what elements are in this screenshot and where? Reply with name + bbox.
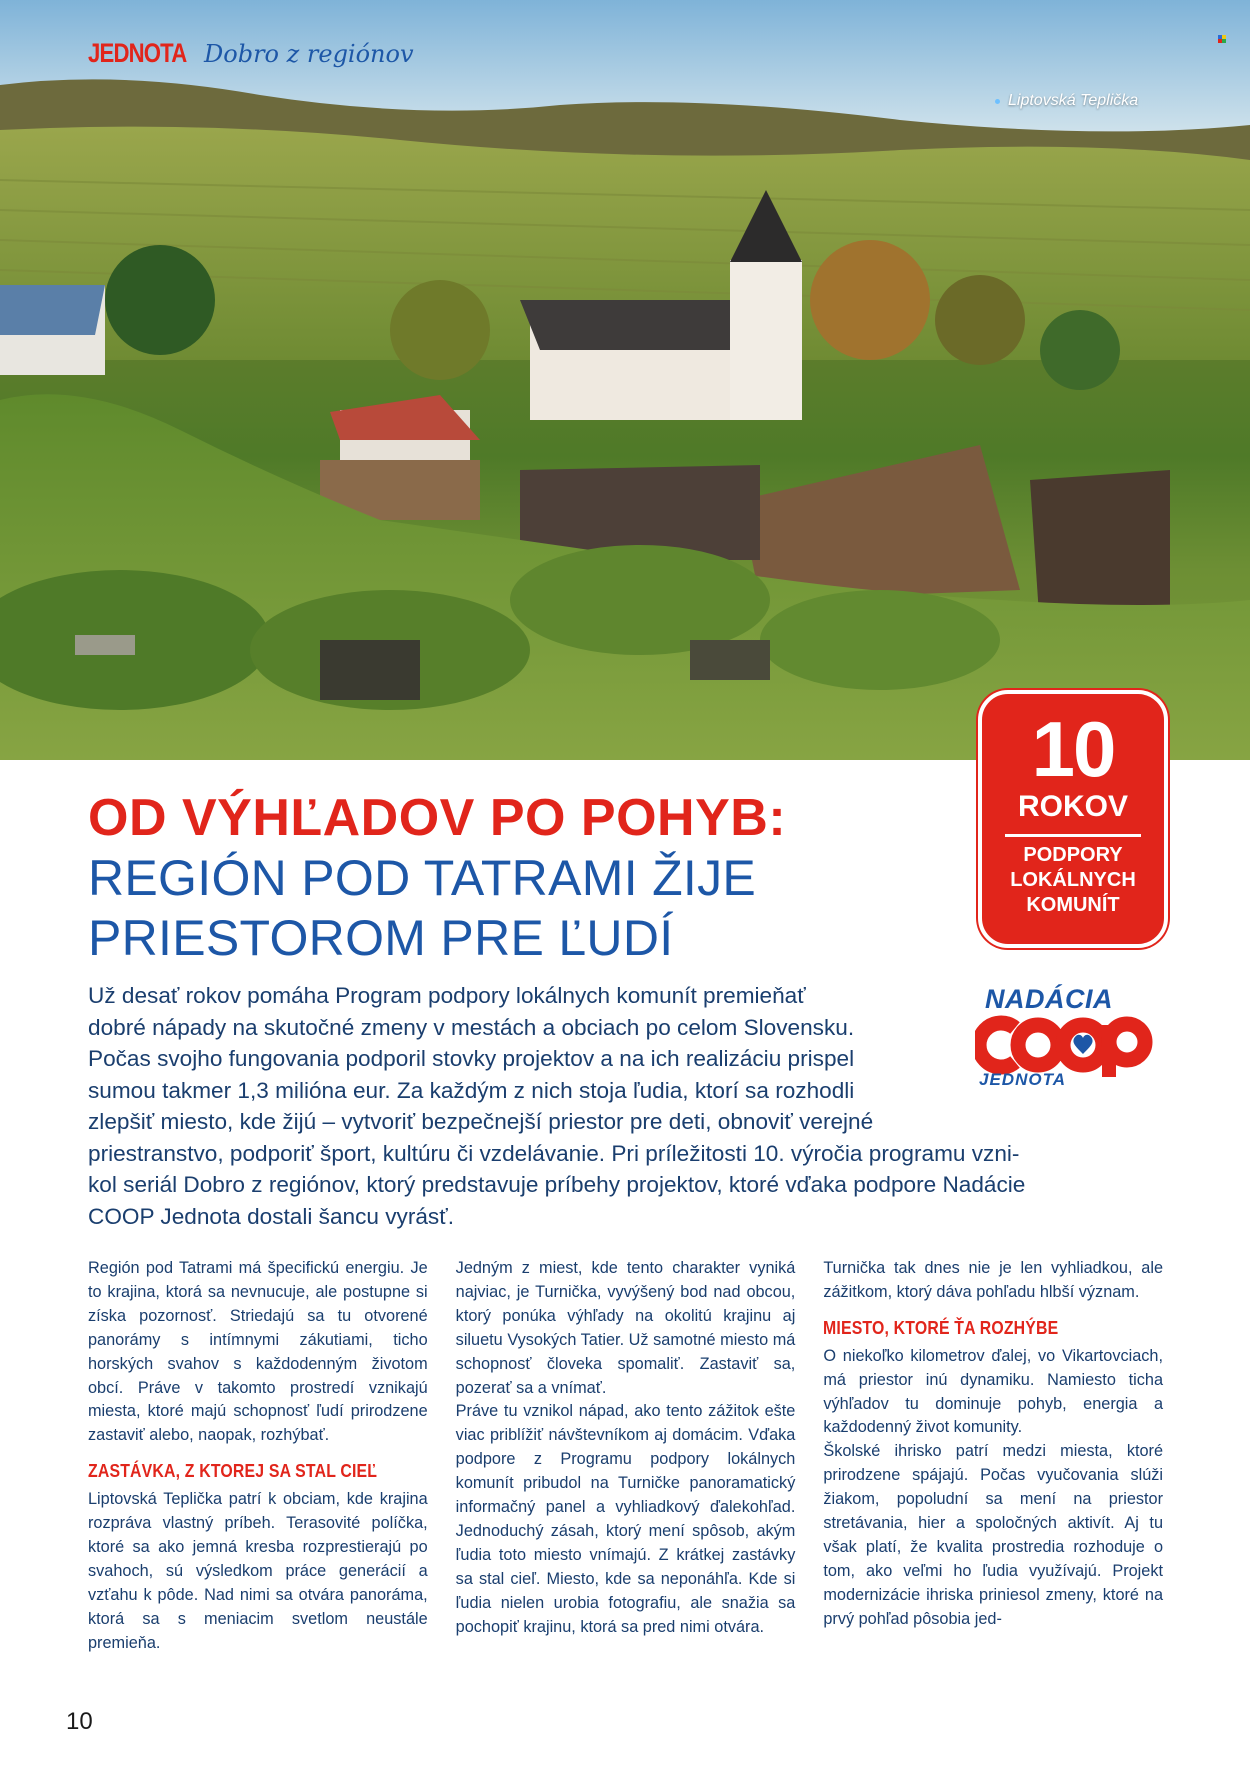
location-dot-icon xyxy=(995,99,1000,104)
col3-paragraph-2: O niekoľko kilometrov ďalej, vo Vikartovciach, má priestor inú dynamiku. Namiesto ticha výhľadov tu dominuje pohyb, energia a každodenný život komunity. xyxy=(823,1346,1164,1437)
anniversary-badge xyxy=(978,690,1168,948)
jednota-logo: JEDNOTA xyxy=(88,38,187,68)
lead-paragraph xyxy=(88,980,1148,1232)
page-number: 10 xyxy=(66,1708,93,1735)
photo-caption-text: Liptovská Teplička xyxy=(1008,92,1139,109)
col2-paragraph-2: Práve tu vznikol nápad, ako tento zážitok ešte viac priblížiť návštevníkom aj domácim. Vďaka podpore z Programu podpory lokálnych komunít pribudol na Turničke panoramatický informačný panel a vyhliadkový ďalekohľad. Jednoduchý zásah, ktorý mení spôsob, akým ľudia toto miesto vnímajú. Z krátkej zastávky sa stal cieľ. Miesto, kde sa neponáhľa. Kde si ľudia nielen urobia fotografiu, ale snažia sa pochopiť krajinu, ktorá sa pred nimi otvára. xyxy=(455,1402,796,1636)
hero-photo xyxy=(0,0,1250,760)
lead-line: COOP Jednota dostali šancu vyrásť. xyxy=(88,1203,454,1229)
headline-line-1: OD VÝHĽADOV PO POHYB: xyxy=(88,789,787,847)
column-1 xyxy=(88,1257,428,1656)
lead-line: sumou takmer 1,3 milióna eur. Za každým z nich stoja ľudia, ktorí sa rozhodli xyxy=(88,1077,855,1103)
lead-line: dobré nápady na skutočné zmeny v mestách a obciach po celom Slovensku. xyxy=(88,1014,855,1040)
column-2 xyxy=(456,1257,796,1656)
brand-header xyxy=(88,38,414,69)
badge-number: 10 xyxy=(1031,705,1115,793)
col1-subheading: ZASTÁVKA, Z KTOREJ SA STAL CIEĽ xyxy=(88,1461,378,1482)
lead-line: kol seriál Dobro z regiónov, ktorý predstavuje príbehy projektov, ktoré vďaka podpore Nadácie xyxy=(88,1172,1026,1197)
badge-years: ROKOV xyxy=(1017,790,1128,823)
badge-sub-2: LOKÁLNYCH xyxy=(1010,869,1136,891)
col1-paragraph-2: Liptovská Teplička patrí k obciam, kde krajina rozpráva vlastný príbeh. Terasovité políčka, ktoré sa ako jemná kresba rozprestierajú po svahoch, sú výsledkom práce generácií a vzťahu k pôde. Nad nimi sa otvára panoráma, ktorá sa s meniacim svetlom neustále premieňa. xyxy=(88,1490,428,1652)
series-tagline: Dobro z regiónov xyxy=(204,39,414,68)
lead-line: Počas svojho fungovania podporil stovky projektov a na ich realizáciu prispel xyxy=(88,1046,855,1071)
lead-line: zlepšiť miesto, kde žijú – vytvoriť bezpečnejší priestor pre deti, obnoviť verejné xyxy=(88,1109,874,1134)
landscape-illustration xyxy=(0,0,1250,760)
coop-logo-top-text: NADÁCIA xyxy=(985,984,1113,1014)
col3-paragraph-3: Školské ihrisko patrí medzi miesta, ktoré prirodzene spájajú. Počas vyučovania slúži žiakom, popoludní sa mení na priestor stretávania, hier a spoločných aktivít. Aj tu však platí, že kvalita prostredia rozhoduje o tom, ako veľmi ho ľudia využívajú. Projekt modernizácie ihriska priniesol zmeny, ktoré na prvý pohľad pôsobia jed- xyxy=(823,1442,1164,1628)
lead-line: Už desať rokov pomáha Program podpory lokálnych komunít premieňať xyxy=(88,983,806,1008)
coop-logo-bottom-text: JEDNOTA xyxy=(979,1070,1066,1089)
badge-sub-3: KOMUNÍT xyxy=(1026,894,1120,916)
color-marker-icon xyxy=(1218,35,1226,43)
col1-paragraph-1: Región pod Tatrami má špecifickú energiu. Je to krajina, ktorá sa nevnucuje, ale postupne si získa pozornosť. Striedajú sa tu otvorené panorámy s intímnymi zákutiami, ticho horských svahov s každodenným životom obcí. Práve v takomto prostredí vznikajú miesta, ktoré majú schopnosť ľudí prirodzene zastaviť alebo, naopak, rozhýbať. xyxy=(88,1259,428,1445)
headline-line-3: PRIESTOROM PRE ĽUDÍ xyxy=(88,910,674,966)
column-3 xyxy=(823,1257,1163,1656)
photo-caption xyxy=(995,92,1138,110)
badge-sub-1: PODPORY xyxy=(1023,844,1123,866)
col2-paragraph-1: Jedným z miest, kde tento charakter vyniká najviac, je Turnička, vyvýšený bod nad obcou, ktorý ponúka výhľady na okolitú krajinu aj siluetu Vysokých Tatier. Už samotné miesto má schopnosť človeka spomaliť. Zastaviť sa, pozerať sa a vnímať. xyxy=(455,1259,796,1397)
badge-divider xyxy=(1005,834,1141,837)
headline-line-2: REGIÓN POD TATRAMI ŽIJE xyxy=(88,850,757,906)
col3-paragraph-1: Turnička tak dnes nie je len vyhliadkou, ale zážitkom, ktorý dáva pohľadu hlbší význam. xyxy=(823,1259,1164,1301)
lead-line: priestranstvo, podporiť šport, kultúru či vzdelávanie. Pri príležitosti 10. výročia programu vzni- xyxy=(88,1140,1020,1166)
col3-subheading: MIESTO, KTORÉ ŤA ROZHÝBE xyxy=(823,1317,1059,1338)
body-columns xyxy=(88,1257,1163,1656)
article-headline xyxy=(88,788,968,968)
